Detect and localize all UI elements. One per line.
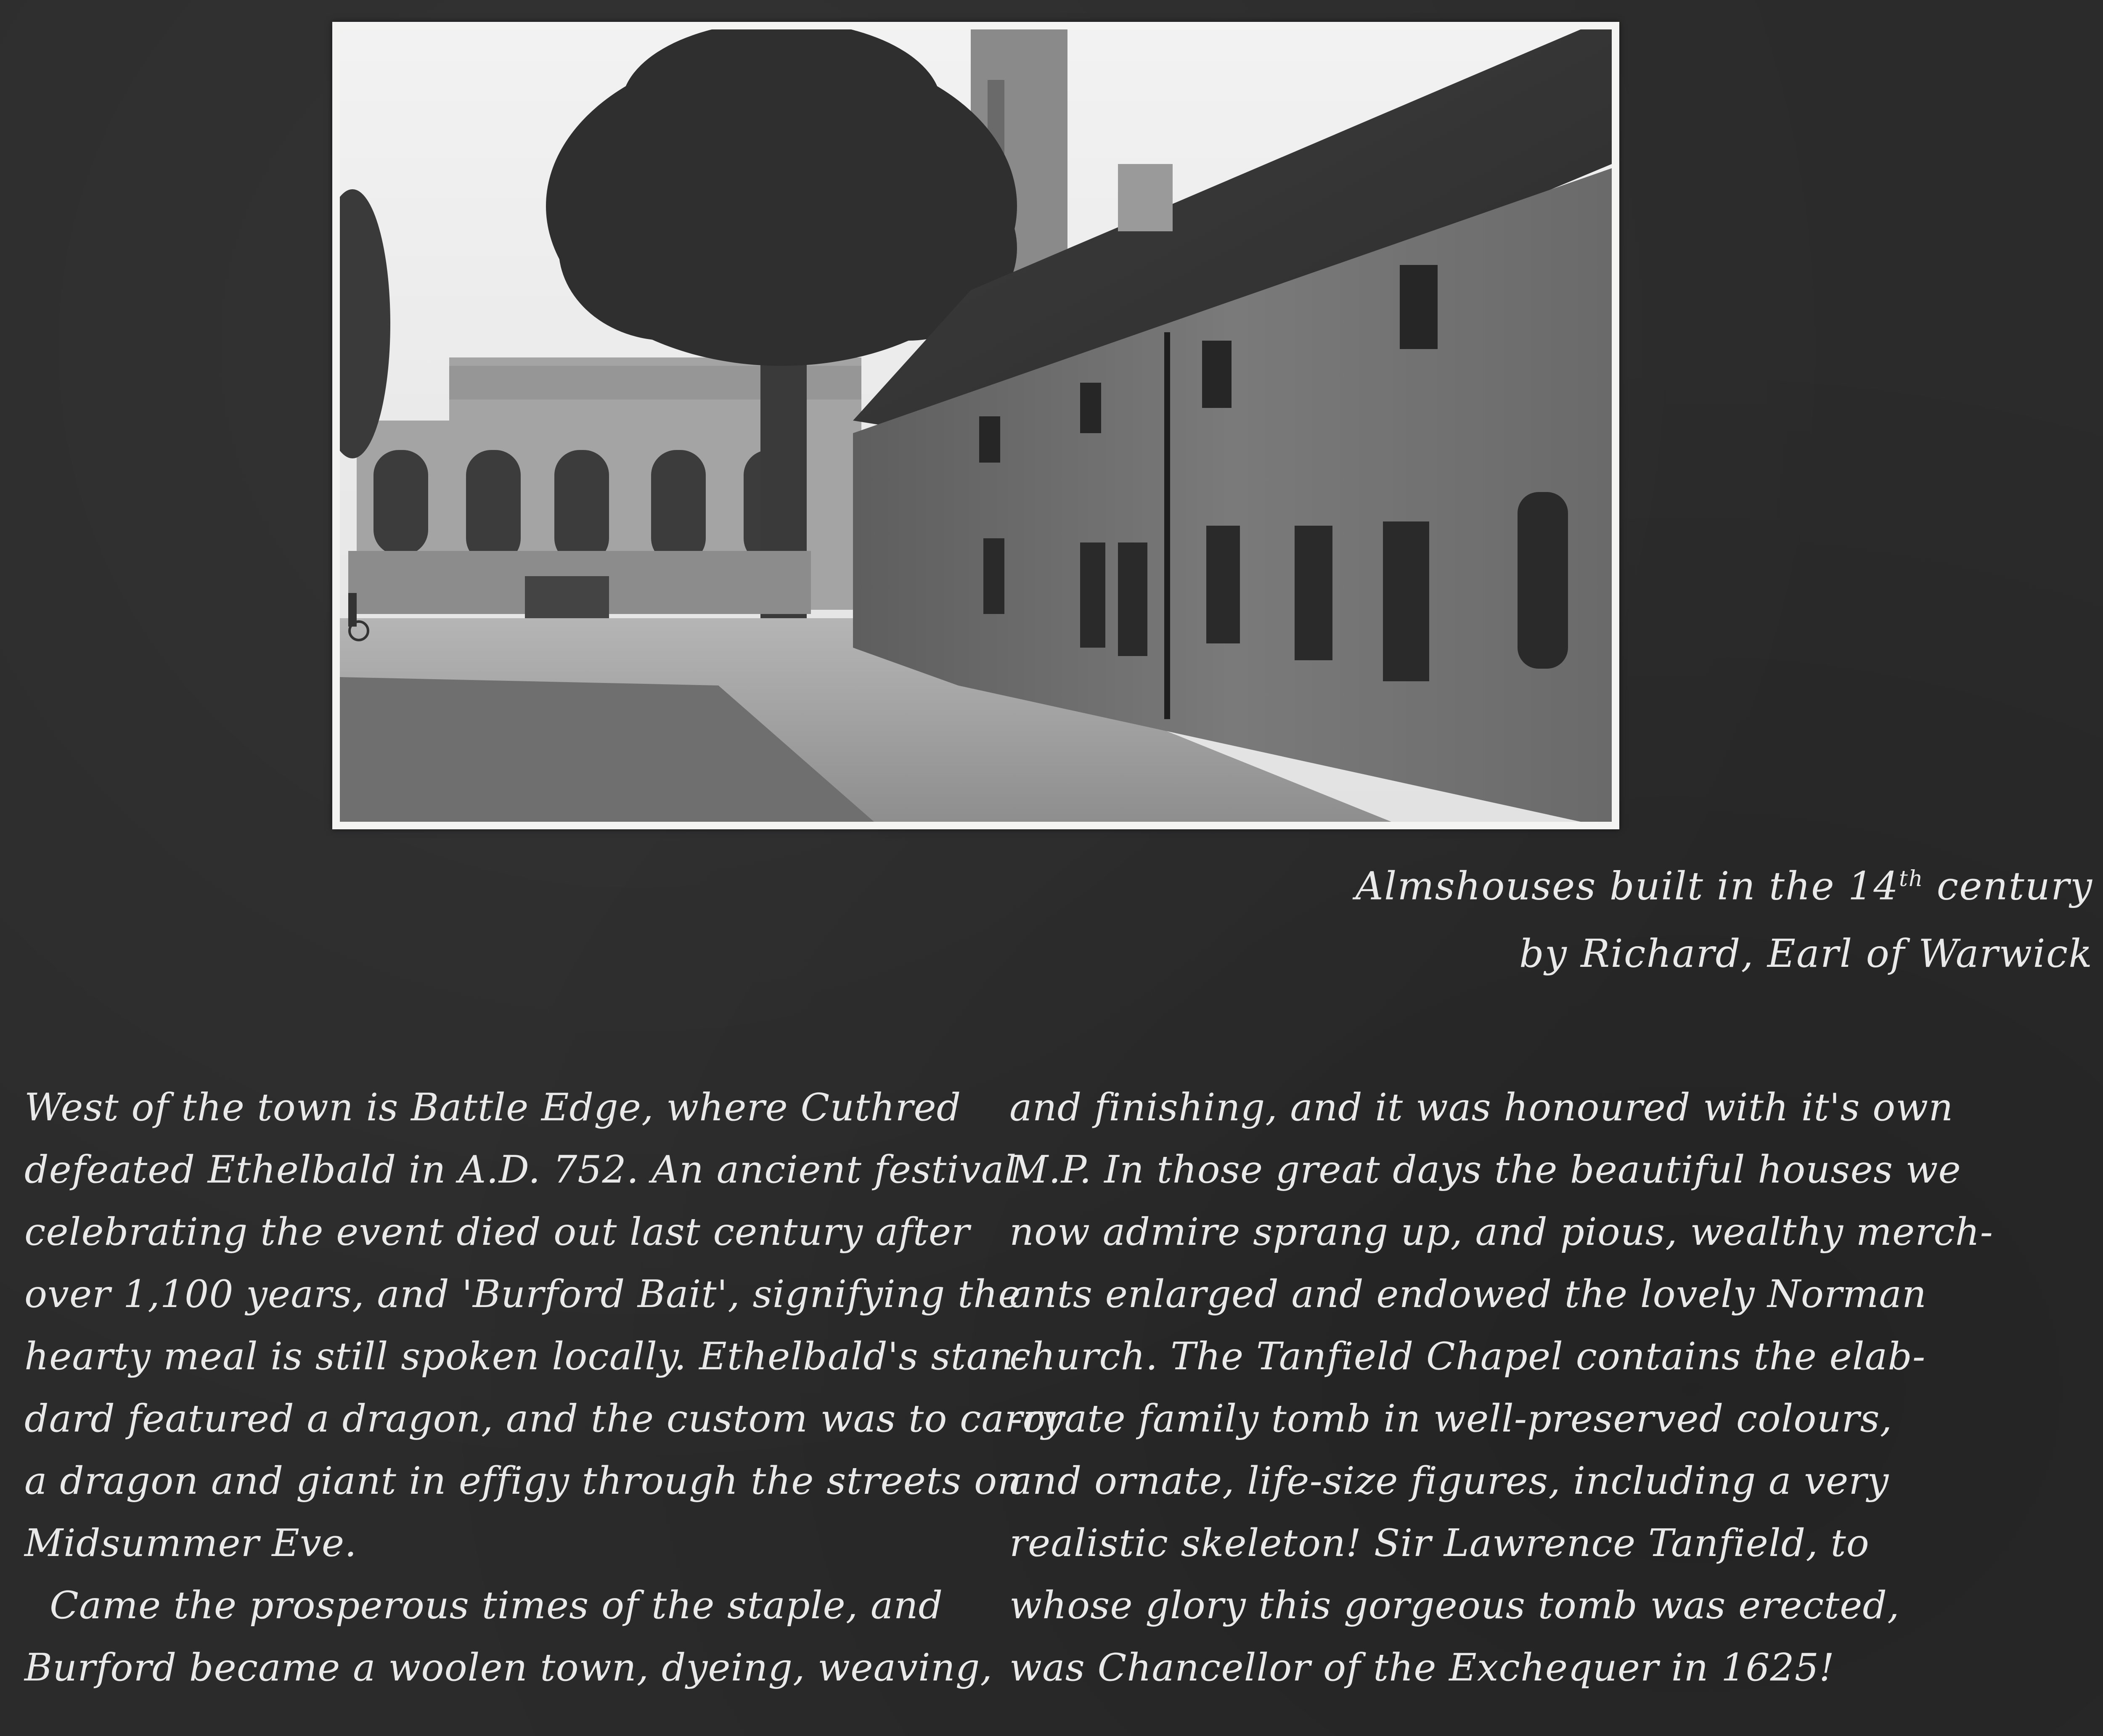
left-line: over 1,100 years, and 'Burford Bait', signifying the [24,1272,1021,1316]
right-text-column [1009,1077,2002,1699]
almshouses-photo [340,29,1612,822]
right-line: now admire sprang up, and pious, wealthy merch- [1009,1210,1994,1254]
caption-line-1-tail: century [1923,863,2093,909]
photograph [332,22,1619,829]
right-line: whose glory this gorgeous tomb was erected, [1009,1583,1900,1628]
photo-caption [1356,845,2093,987]
caption-line-1 [1356,845,2093,920]
caption-line-1-text: Almshouses built in the 14 [1355,863,1899,909]
left-line: Midsummer Eve. [24,1521,357,1565]
left-line: hearty meal is still spoken locally. Ethelbald's stan- [24,1334,1028,1379]
caption-line-2: by Richard, Earl of Warwick [1519,931,2093,976]
left-line: Burford became a woolen town, dyeing, weaving, [24,1646,993,1690]
right-line: -orate family tomb in well-preserved colours, [1009,1397,1893,1441]
left-line: West of the town is Battle Edge, where Cuthred [24,1085,961,1130]
caption-superscript: th [1899,866,1924,892]
right-line: and finishing, and it was honoured with it's own [1009,1085,1954,1130]
right-line: was Chancellor of the Exchequer in 1625! [1009,1646,1835,1690]
right-line: realistic skeleton! Sir Lawrence Tanfield, to [1009,1521,1870,1565]
right-line: and ornate, life-size figures, including a very [1009,1459,1889,1503]
right-line: ants enlarged and endowed the lovely Norman [1009,1272,1927,1316]
right-line: M.P. In those great days the beautiful houses we [1009,1148,1961,1192]
right-line: church. The Tanfield Chapel contains the elab- [1009,1334,1926,1379]
left-line: celebrating the event died out last century after [24,1210,970,1254]
left-line: a dragon and giant in effigy through the streets on [24,1459,1022,1503]
left-text-column [24,1077,1064,1699]
left-line: Came the prosperous times of the staple, and [50,1583,943,1628]
left-line: dard featured a dragon, and the custom was to carry [24,1397,1064,1441]
left-line: defeated Ethelbald in A.D. 752. An ancient festival [24,1148,1017,1192]
